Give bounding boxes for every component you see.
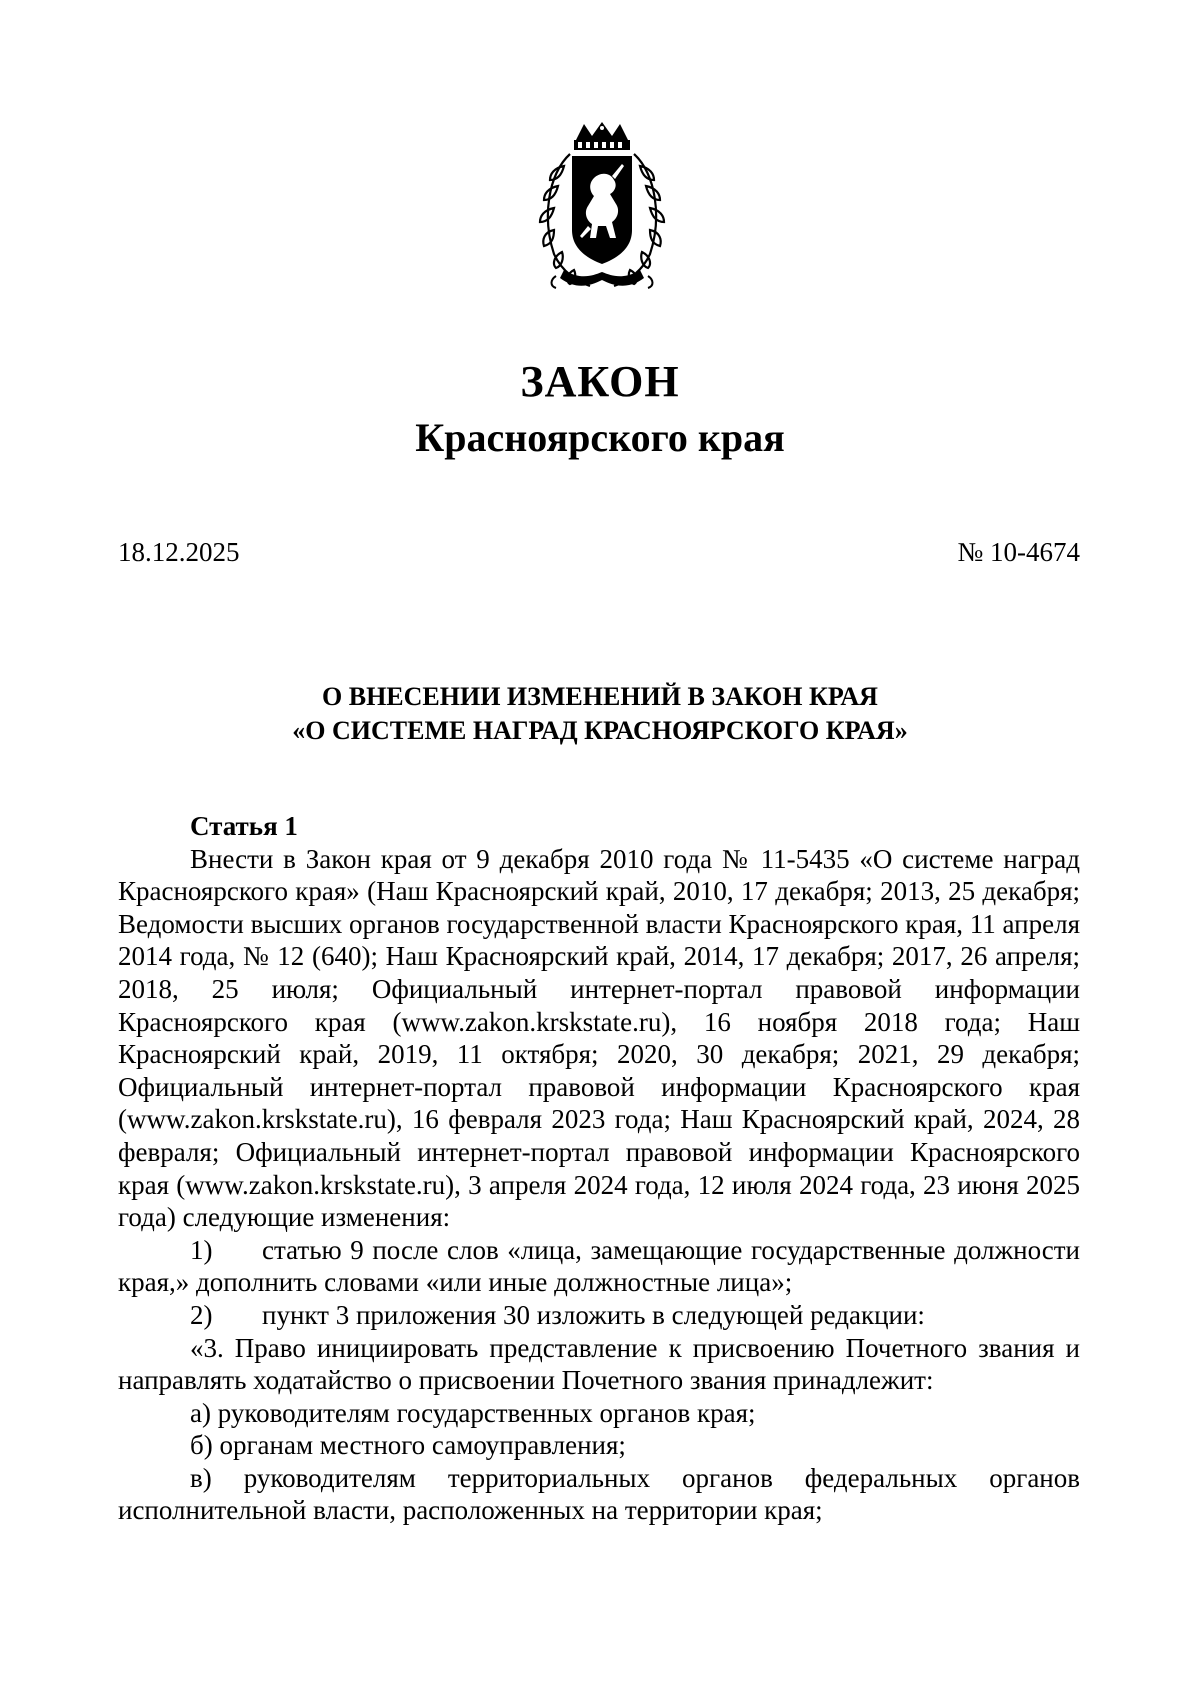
article-body [118, 810, 1080, 1527]
list-item [118, 1299, 1080, 1332]
sub-list-item: а) руководителям государственных органов края; [190, 1397, 756, 1428]
list-item-text: пункт 3 приложения 30 изложить в следующей редакции: [262, 1299, 925, 1330]
list-item-text: статью 9 после слов «лица, замещающие государственные должности края,» дополнить словами «или иные должностные лица»; [118, 1234, 1080, 1298]
sub-list-item: в) руководителям территориальных органов федеральных органов исполнительной власти, расположенных на территории края; [118, 1462, 1080, 1526]
crown-icon [574, 122, 630, 150]
quoted-paragraph: «3. Право инициировать представление к присвоению Почетного звания и направлять ходатайство о присвоении Почетного звания принадлежит: [118, 1332, 1080, 1396]
sub-list-item: б) органам местного самоуправления; [190, 1430, 626, 1461]
article-intro-paragraph: Внести в Закон края от 9 декабря 2010 года № 11-5435 «О системе наград Красноярского края» (Наш Красноярский край, 2010, 17 декабря; 2013, 25 декабря; Ведомости высших органов государственной власти Красноярского края, 11 апреля 2014 года, № 12 (640); Наш Красноярский край, 2014, 17 декабря; 2017, 26 апреля; 2018, 25 июля; Официальный интернет-портал правовой информации Красноярского края (www.zakon.krskstate.ru), 16 ноября 2018 года; Наш Красноярский край, 2019, 11 октября; 2020, 30 декабря; 2021, 29 декабря; Официальный интернет-портал правовой информации Красноярского края (www.zakon.krskstate.ru), 16 февраля 2023 года; Наш Красноярский край, 2024, 28 февраля; Официальный интернет-портал правовой информации Красноярского края (www.zakon.krskstate.ru), 3 апреля 2024 года, 12 июля 2024 года, 23 июня 2025 года) следующие изменения: [118, 843, 1080, 1233]
list-item-number: 1) [190, 1234, 213, 1265]
law-subtitle: Красноярского края [415, 415, 785, 460]
doc-title-line-1: О ВНЕСЕНИИ ИЗМЕНЕНИЙ В ЗАКОН КРАЯ [322, 682, 878, 711]
article-heading: Статья 1 [190, 811, 298, 841]
law-title: ЗАКОН [520, 357, 680, 406]
law-number: № 10-4674 [957, 537, 1080, 567]
ribbon-icon [560, 270, 644, 286]
list-item [118, 1234, 1080, 1299]
coat-of-arms-emblem [534, 122, 670, 296]
doc-title-line-2: «О СИСТЕМЕ НАГРАД КРАСНОЯРСКОГО КРАЯ» [292, 716, 908, 745]
list-item-number: 2) [190, 1299, 213, 1330]
law-date: 18.12.2025 [118, 537, 240, 567]
